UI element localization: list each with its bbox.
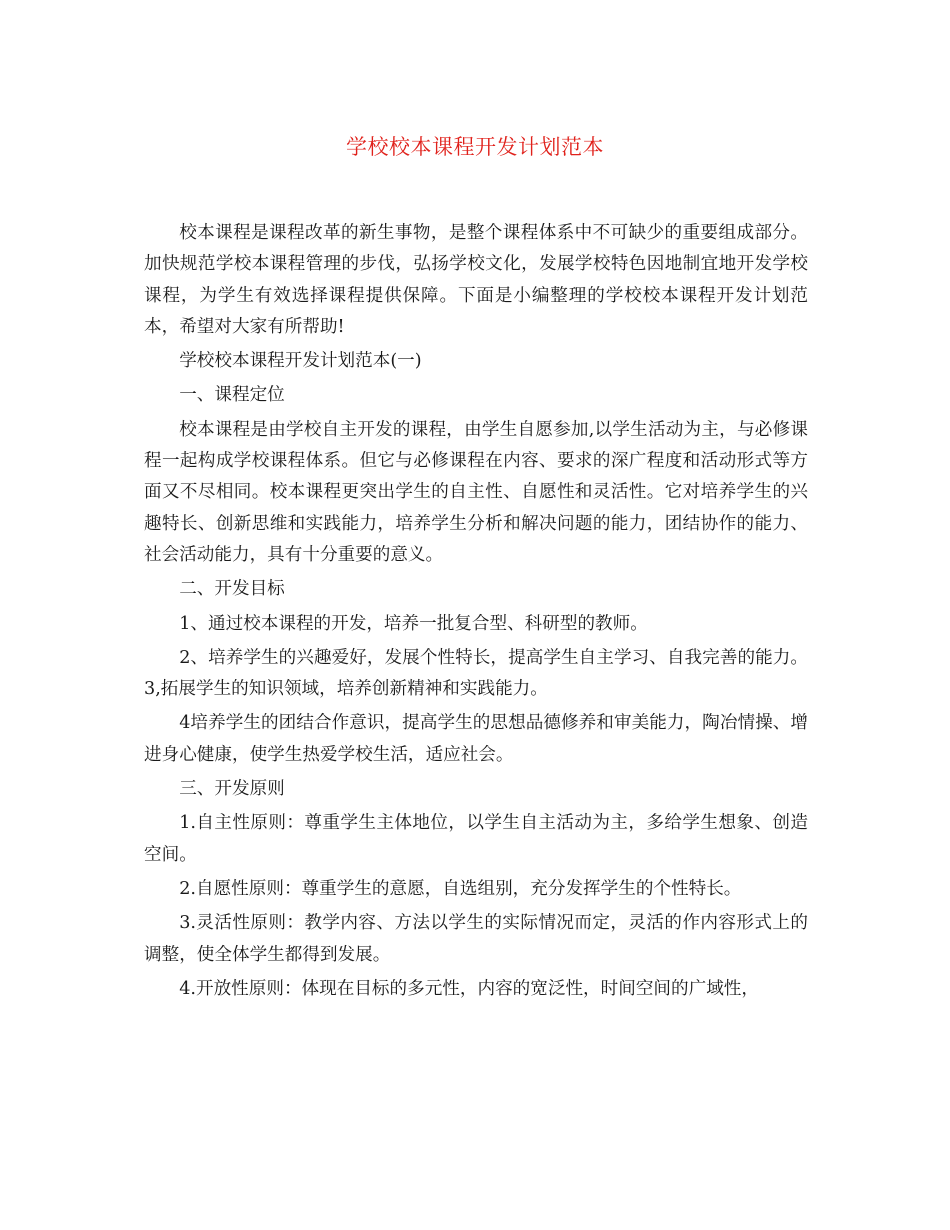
heading-development-principles: 三、开发原则 (179, 779, 285, 800)
goal-item-2-3: 2、培养学生的兴趣爱好，发展个性特长，提高学生自主学习、自我完善的能力。 3,拓展学生的知识领域，培养创新精神和实践能力。 (144, 647, 808, 700)
goal-item-1: 1、通过校本课程的开发，培养一批复合型、科研型的教师。 (179, 613, 648, 634)
section-subtitle: 学校校本课程开发计划范本(一) (179, 351, 422, 372)
principle-item-3: 3.灵活性原则：教学内容、方法以学生的实际情况而定，灵活的作内容形式上的调整，使全体学生都得到发展。 (144, 913, 808, 965)
course-positioning-paragraph: 校本课程是由学校自主开发的课程，由学生自愿参加,以学生活动为主，与必修课程一起构成学校课程体系。但它与必修课程在内容、要求的深广程度和活动形式等方面又不尽相同。校本课程更突出学生的自主性、自愿性和灵活性。它对培养学生的兴趣特长、创新思维和实践能力，培养学生分析和解决问题的能力，团结协作的能力、社会活动能力，具有十分重要的意义。 (144, 419, 808, 565)
principle-item-2: 2.自愿性原则：尊重学生的意愿，自选组别，充分发挥学生的个性特长。 (179, 878, 742, 899)
intro-paragraph: 校本课程是课程改革的新生事物，是整个课程体系中不可缺少的重要组成部分。加快规范学校本课程管理的步伐，弘扬学校文化，发展学校特色因地制宜地开发学校课程，为学生有效选择课程提供保障。下面是小编整理的学校校本课程开发计划范本，希望对大家有所帮助! (144, 223, 808, 337)
goal-item-4: 4培养学生的团结合作意识，提高学生的思想品德修养和审美能力，陶冶情操、增进身心健康，使学生热爱学校生活，适应社会。 (144, 713, 808, 765)
principle-item-1: 1.自主性原则：尊重学生主体地位，以学生自主活动为主，多给学生想象、创造空间。 (144, 813, 808, 865)
heading-course-positioning: 一、课程定位 (179, 385, 285, 406)
principle-item-4: 4.开放性原则：体现在目标的多元性，内容的宽泛性，时间空间的广域性， (179, 978, 759, 999)
heading-development-goals: 二、开发目标 (179, 579, 285, 600)
document-title: 学校校本课程开发计划范本 (346, 135, 604, 159)
document-body (144, 218, 808, 1008)
